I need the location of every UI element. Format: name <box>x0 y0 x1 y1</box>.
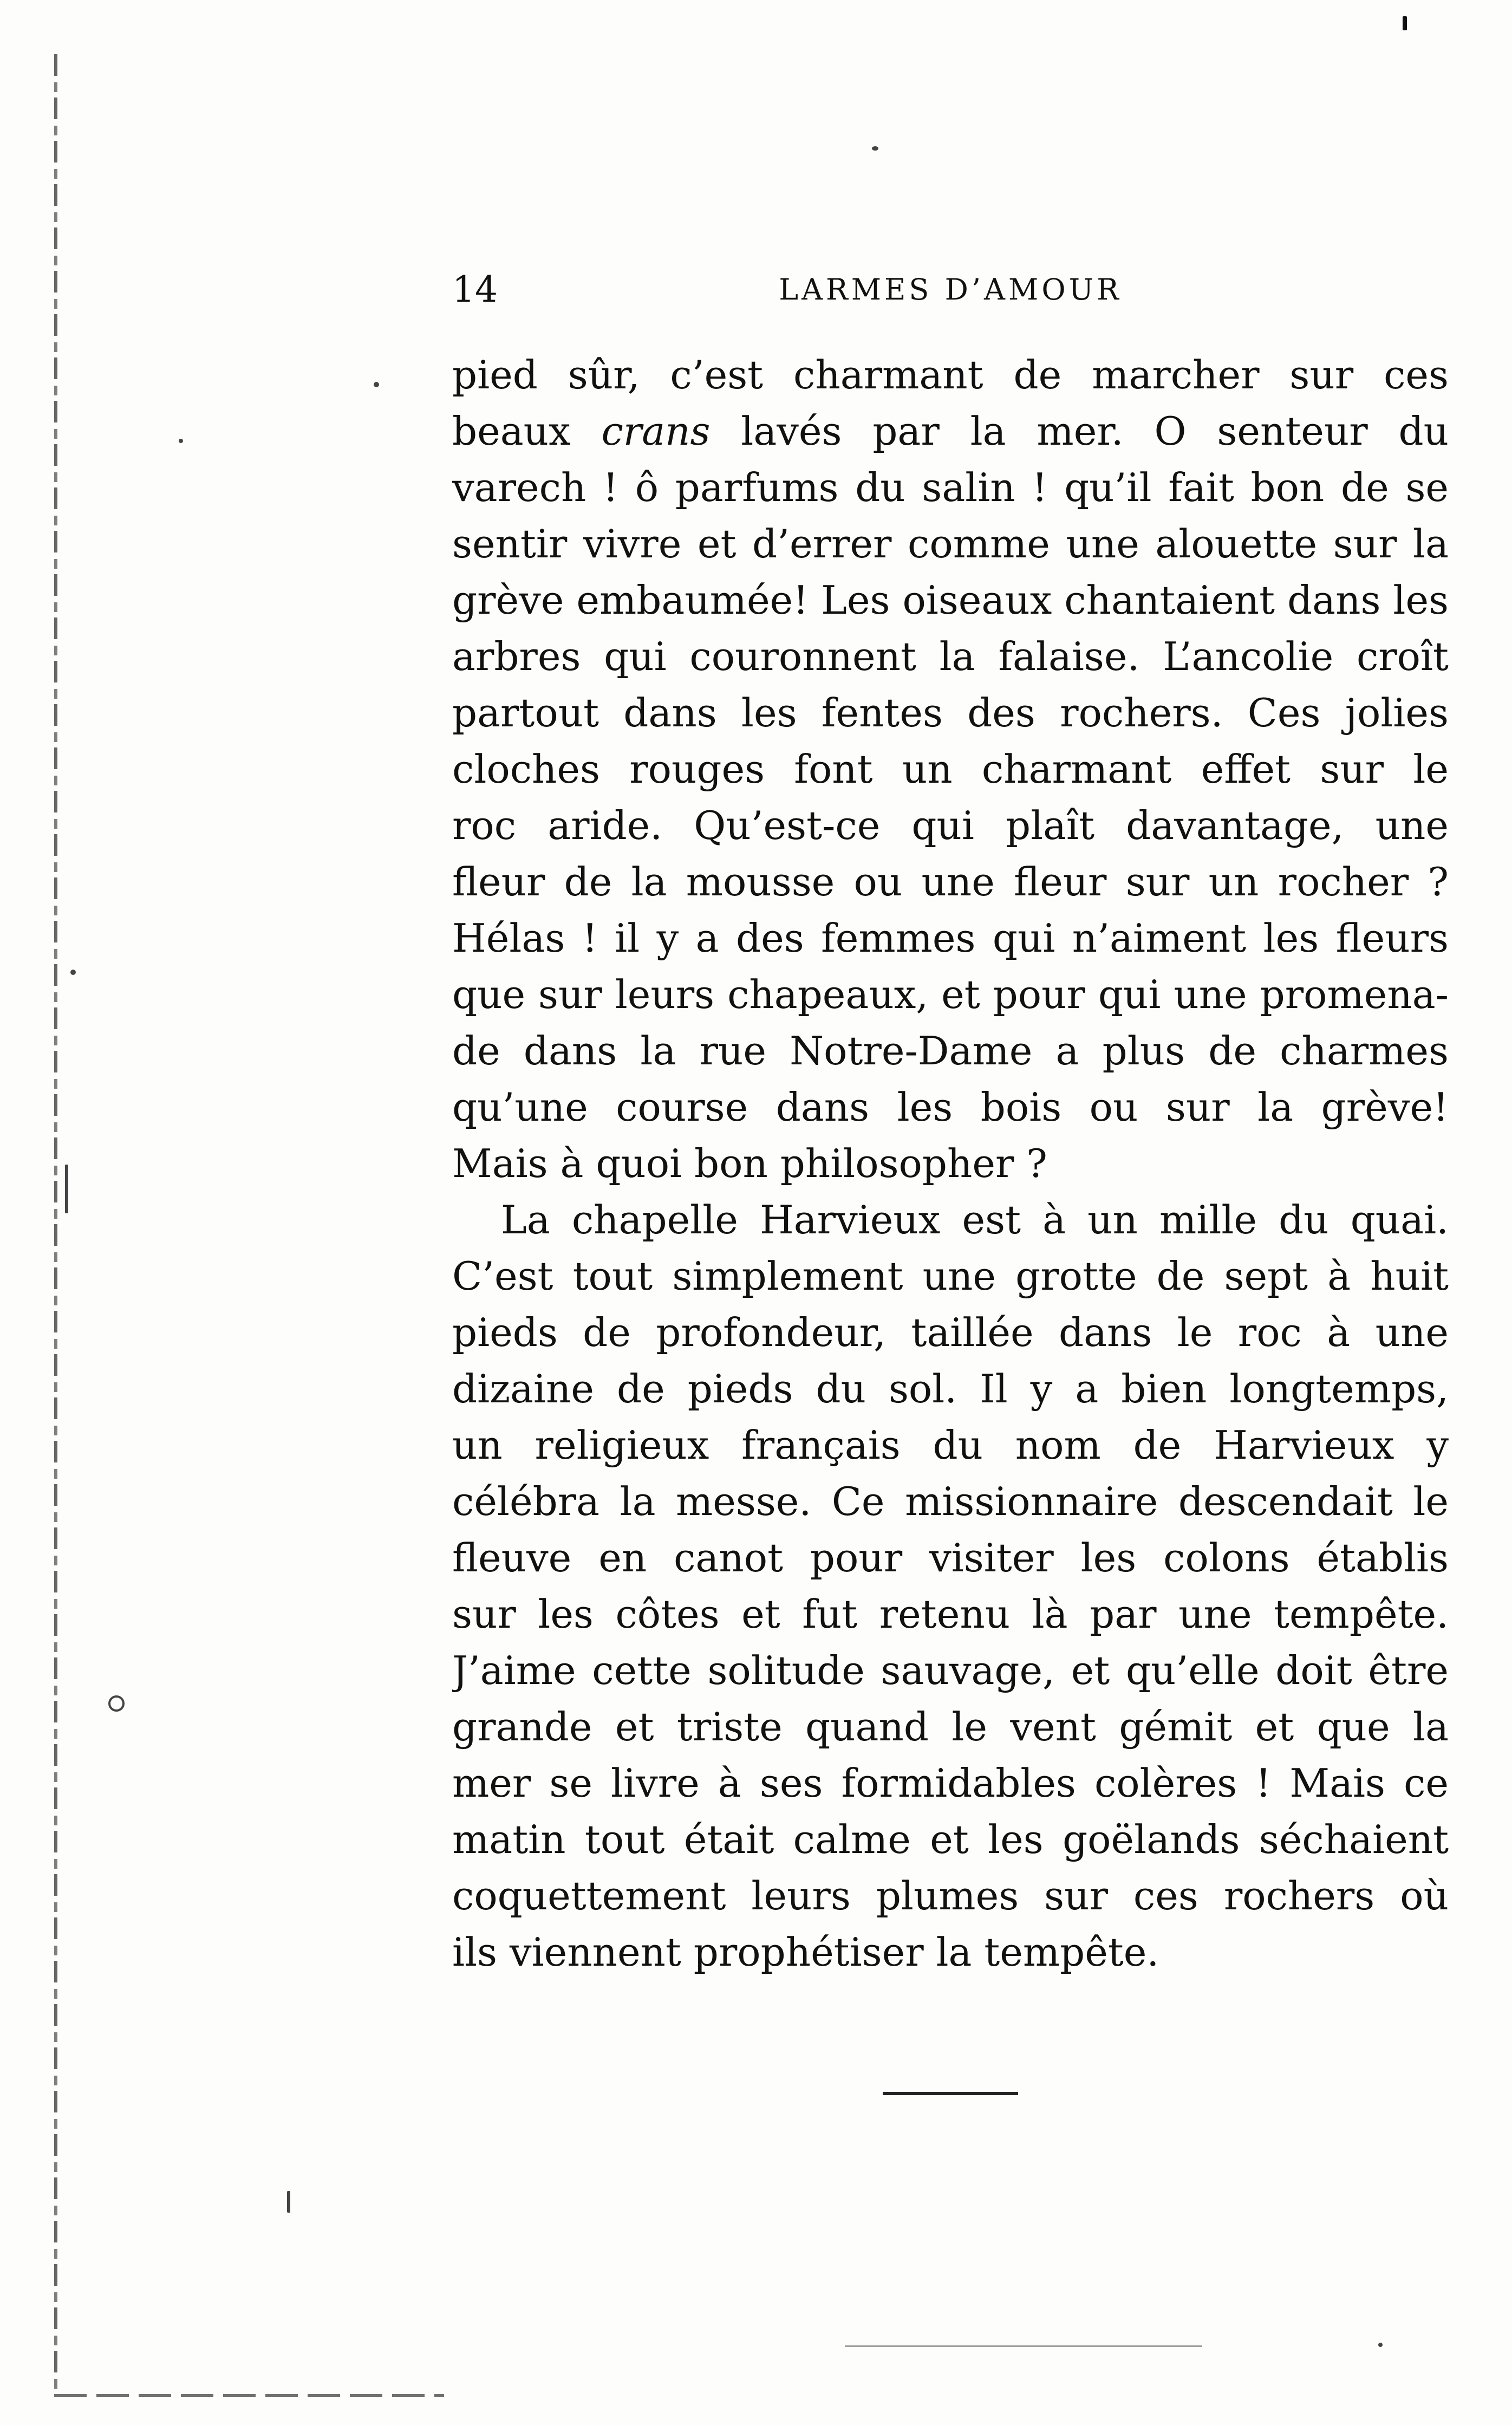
scan-speck <box>374 382 379 387</box>
text-line: varech ! ô parfums du salin ! qu’il fait bon de se <box>452 465 1449 510</box>
scan-speck <box>287 2191 290 2213</box>
text-line: que sur leurs chapeaux, et pour qui une promena- <box>452 972 1449 1017</box>
scan-speck <box>179 439 183 443</box>
text-line: de dans la rue Notre-Dame a plus de charmes <box>452 1028 1449 1074</box>
body-text <box>452 347 1449 1980</box>
end-rule <box>883 2092 1018 2095</box>
italic-word: crans <box>601 408 711 454</box>
scan-speck <box>1403 16 1407 30</box>
text-line: grande et triste quand le vent gémit et que la <box>452 1704 1449 1750</box>
page-header <box>452 265 1449 314</box>
text-line: roc aride. Qu’est-ce qui plaît davantage, une <box>452 803 1449 848</box>
running-title: LARMES D’AMOUR <box>779 272 1122 307</box>
text-line: Hélas ! il y a des femmes qui n’aiment les fleurs <box>452 915 1449 961</box>
text-line: Mais à quoi bon philosopher ? <box>452 1141 1047 1186</box>
text-line: pied sûr, c’est charmant de marcher sur ces <box>452 352 1449 398</box>
text-line: matin tout était calme et les goëlands séchaient <box>452 1817 1449 1862</box>
text-line: dizaine de pieds du sol. Il y a bien longtemps, <box>452 1366 1449 1412</box>
text-line: J’aime cette solitude sauvage, et qu’elle doit être <box>452 1648 1449 1693</box>
text-line: sentir vivre et d’errer comme une alouette sur la <box>452 521 1449 567</box>
scan-speck <box>65 1165 68 1213</box>
text-line: beaux crans lavés par la mer. O senteur du <box>452 408 1449 454</box>
text-line: cloches rouges font un charmant effet sur le <box>452 746 1449 792</box>
text-line: arbres qui couronnent la falaise. L’ancolie croît <box>452 634 1449 679</box>
text-line: fleuve en canot pour visiter les colons établis <box>452 1535 1449 1581</box>
text-line: fleur de la mousse ou une fleur sur un rocher ? <box>452 859 1449 905</box>
scan-speck <box>70 970 76 975</box>
text-line: un religieux français du nom de Harvieux y <box>452 1422 1449 1468</box>
page-number: 14 <box>452 269 498 310</box>
text-line: partout dans les fentes des rochers. Ces jolies <box>452 690 1449 736</box>
text-line: célébra la messe. Ce missionnaire descendait le <box>452 1479 1449 1524</box>
text-line: mer se livre à ses formidables colères ! Mais ce <box>452 1760 1449 1806</box>
page-bottom-edge <box>54 2394 444 2397</box>
text-line: coquettement leurs plumes sur ces rochers où <box>452 1873 1449 1919</box>
scan-speck <box>1378 2343 1383 2347</box>
binding-edge <box>54 54 57 2394</box>
text-line: C’est tout simplement une grotte de sept à huit <box>452 1253 1449 1299</box>
text-line: ils viennent prophétiser la tempête. <box>452 1929 1159 1975</box>
scan-speck <box>845 2345 1202 2347</box>
text-line: grève embaumée! Les oiseaux chantaient dans les <box>452 577 1449 623</box>
scan-speck <box>872 146 878 151</box>
text-line: pieds de profondeur, taillée dans le roc à une <box>452 1310 1449 1355</box>
scan-speck <box>108 1695 125 1712</box>
text-line: sur les côtes et fut retenu là par une tempête. <box>452 1591 1449 1637</box>
text-line: qu’une course dans les bois ou sur la grève! <box>452 1084 1449 1130</box>
text-line: La chapelle Harvieux est à un mille du quai. <box>501 1197 1449 1243</box>
